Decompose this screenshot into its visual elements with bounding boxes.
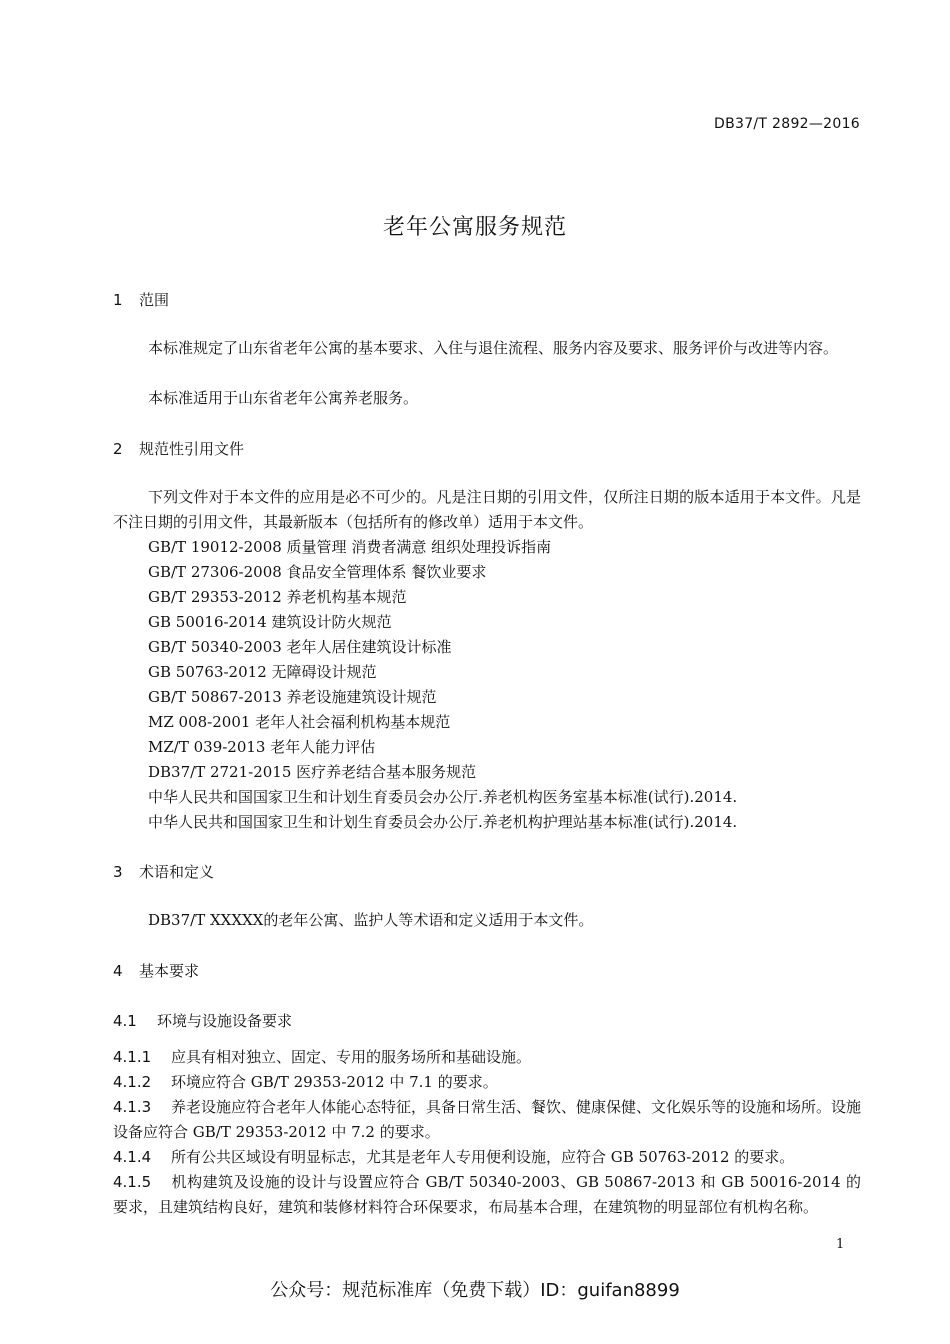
clause-text: 环境应符合 GB/T 29353-2012 中 7.1 的要求。 [171, 1073, 498, 1091]
reference-item: 中华人民共和国国家卫生和计划生育委员会办公厅.养老机构医务室基本标准(试行).2014. [148, 788, 738, 806]
clause-4-1-1 [113, 1045, 861, 1070]
section-number: 1 [113, 291, 123, 309]
section-title: 术语和定义 [139, 863, 215, 881]
section-title: 范围 [139, 291, 170, 309]
page-title: 老年公寓服务规范 [382, 215, 567, 240]
reference-item: GB/T 50867-2013 养老设施建筑设计规范 [148, 688, 437, 706]
section-1-heading [113, 289, 169, 310]
section-title: 规范性引用文件 [139, 440, 245, 458]
section-4-heading [113, 960, 199, 981]
section-1-paragraph-2: 本标准适用于山东省老年公寓养老服务。 [148, 389, 419, 407]
reference-item: GB 50016-2014 建筑设计防火规范 [148, 613, 392, 631]
section-3-heading [113, 861, 214, 882]
reference-item: MZ/T 039-2013 老年人能力评估 [148, 738, 376, 756]
clause-number: 4.1.4 [113, 1148, 152, 1166]
section-number: 2 [113, 440, 123, 458]
clause-text: 所有公共区域设有明显标志，尤其是老年人专用便利设施，应符合 GB 50763-2012 的要求。 [171, 1148, 795, 1166]
clause-number: 4.1.3 [113, 1098, 152, 1116]
subsection-title: 环境与设施设备要求 [157, 1012, 293, 1030]
reference-item: GB/T 50340-2003 老年人居住建筑设计标准 [148, 638, 452, 656]
section-number: 4 [113, 962, 123, 980]
document-code: DB37/T 2892—2016 [714, 116, 860, 132]
reference-item: 中华人民共和国国家卫生和计划生育委员会办公厅.养老机构护理站基本标准(试行).2014. [148, 813, 738, 831]
footer-watermark-text: 公众号：规范标准库（免费下载）ID：guifan8899 [270, 1280, 680, 1301]
subsection-number: 4.1 [113, 1012, 137, 1030]
section-number: 3 [113, 863, 123, 881]
reference-item: GB/T 27306-2008 食品安全管理体系 餐饮业要求 [148, 563, 487, 581]
section-title: 基本要求 [139, 962, 200, 980]
clause-4-1-4 [113, 1145, 861, 1170]
clause-text: 机构建筑及设施的设计与设置应符合 GB/T 50340-2003、GB 50867-2013 和 GB 50016-2014 的要求，且建筑结构良好，建筑和装修材料符合环保要求，布局基本合理，在建筑物的明显部位有机构名称。 [113, 1173, 861, 1216]
section-3-paragraph-1: DB37/T XXXXX的老年公寓、监护人等术语和定义适用于本文件。 [148, 911, 594, 929]
page-number: 1 [836, 1237, 845, 1252]
clause-4-1-5 [113, 1170, 861, 1220]
clause-text: 养老设施应符合老年人体能心态特征，具备日常生活、餐饮、健康保健、文化娱乐等的设施和场所。设施设备应符合 GB/T 29353-2012 中 7.2 的要求。 [113, 1098, 862, 1141]
reference-item: GB/T 29353-2012 养老机构基本规范 [148, 588, 407, 606]
reference-item: GB/T 19012-2008 质量管理 消费者满意 组织处理投诉指南 [148, 538, 552, 556]
clause-number: 4.1.5 [113, 1173, 152, 1191]
section-2-paragraph-1: 下列文件对于本文件的应用是必不可少的。凡是注日期的引用文件，仅所注日期的版本适用于本文件。凡是不注日期的引用文件，其最新版本（包括所有的修改单）适用于本文件。 [113, 488, 861, 531]
section-1-paragraph-1: 本标准规定了山东省老年公寓的基本要求、入住与退住流程、服务内容及要求、服务评价与改进等内容。 [148, 339, 839, 357]
reference-item: GB 50763-2012 无障碍设计规范 [148, 663, 377, 681]
clause-4-1-2 [113, 1070, 861, 1095]
clause-text: 应具有相对独立、固定、专用的服务场所和基础设施。 [171, 1048, 532, 1066]
reference-item: MZ 008-2001 老年人社会福利机构基本规范 [148, 713, 451, 731]
clause-number: 4.1.1 [113, 1048, 152, 1066]
clause-4-1-3 [113, 1095, 861, 1145]
section-2-heading [113, 438, 244, 459]
subsection-4-1-heading [113, 1010, 292, 1031]
reference-item: DB37/T 2721-2015 医疗养老结合基本服务规范 [148, 763, 477, 781]
clause-number: 4.1.2 [113, 1073, 152, 1091]
